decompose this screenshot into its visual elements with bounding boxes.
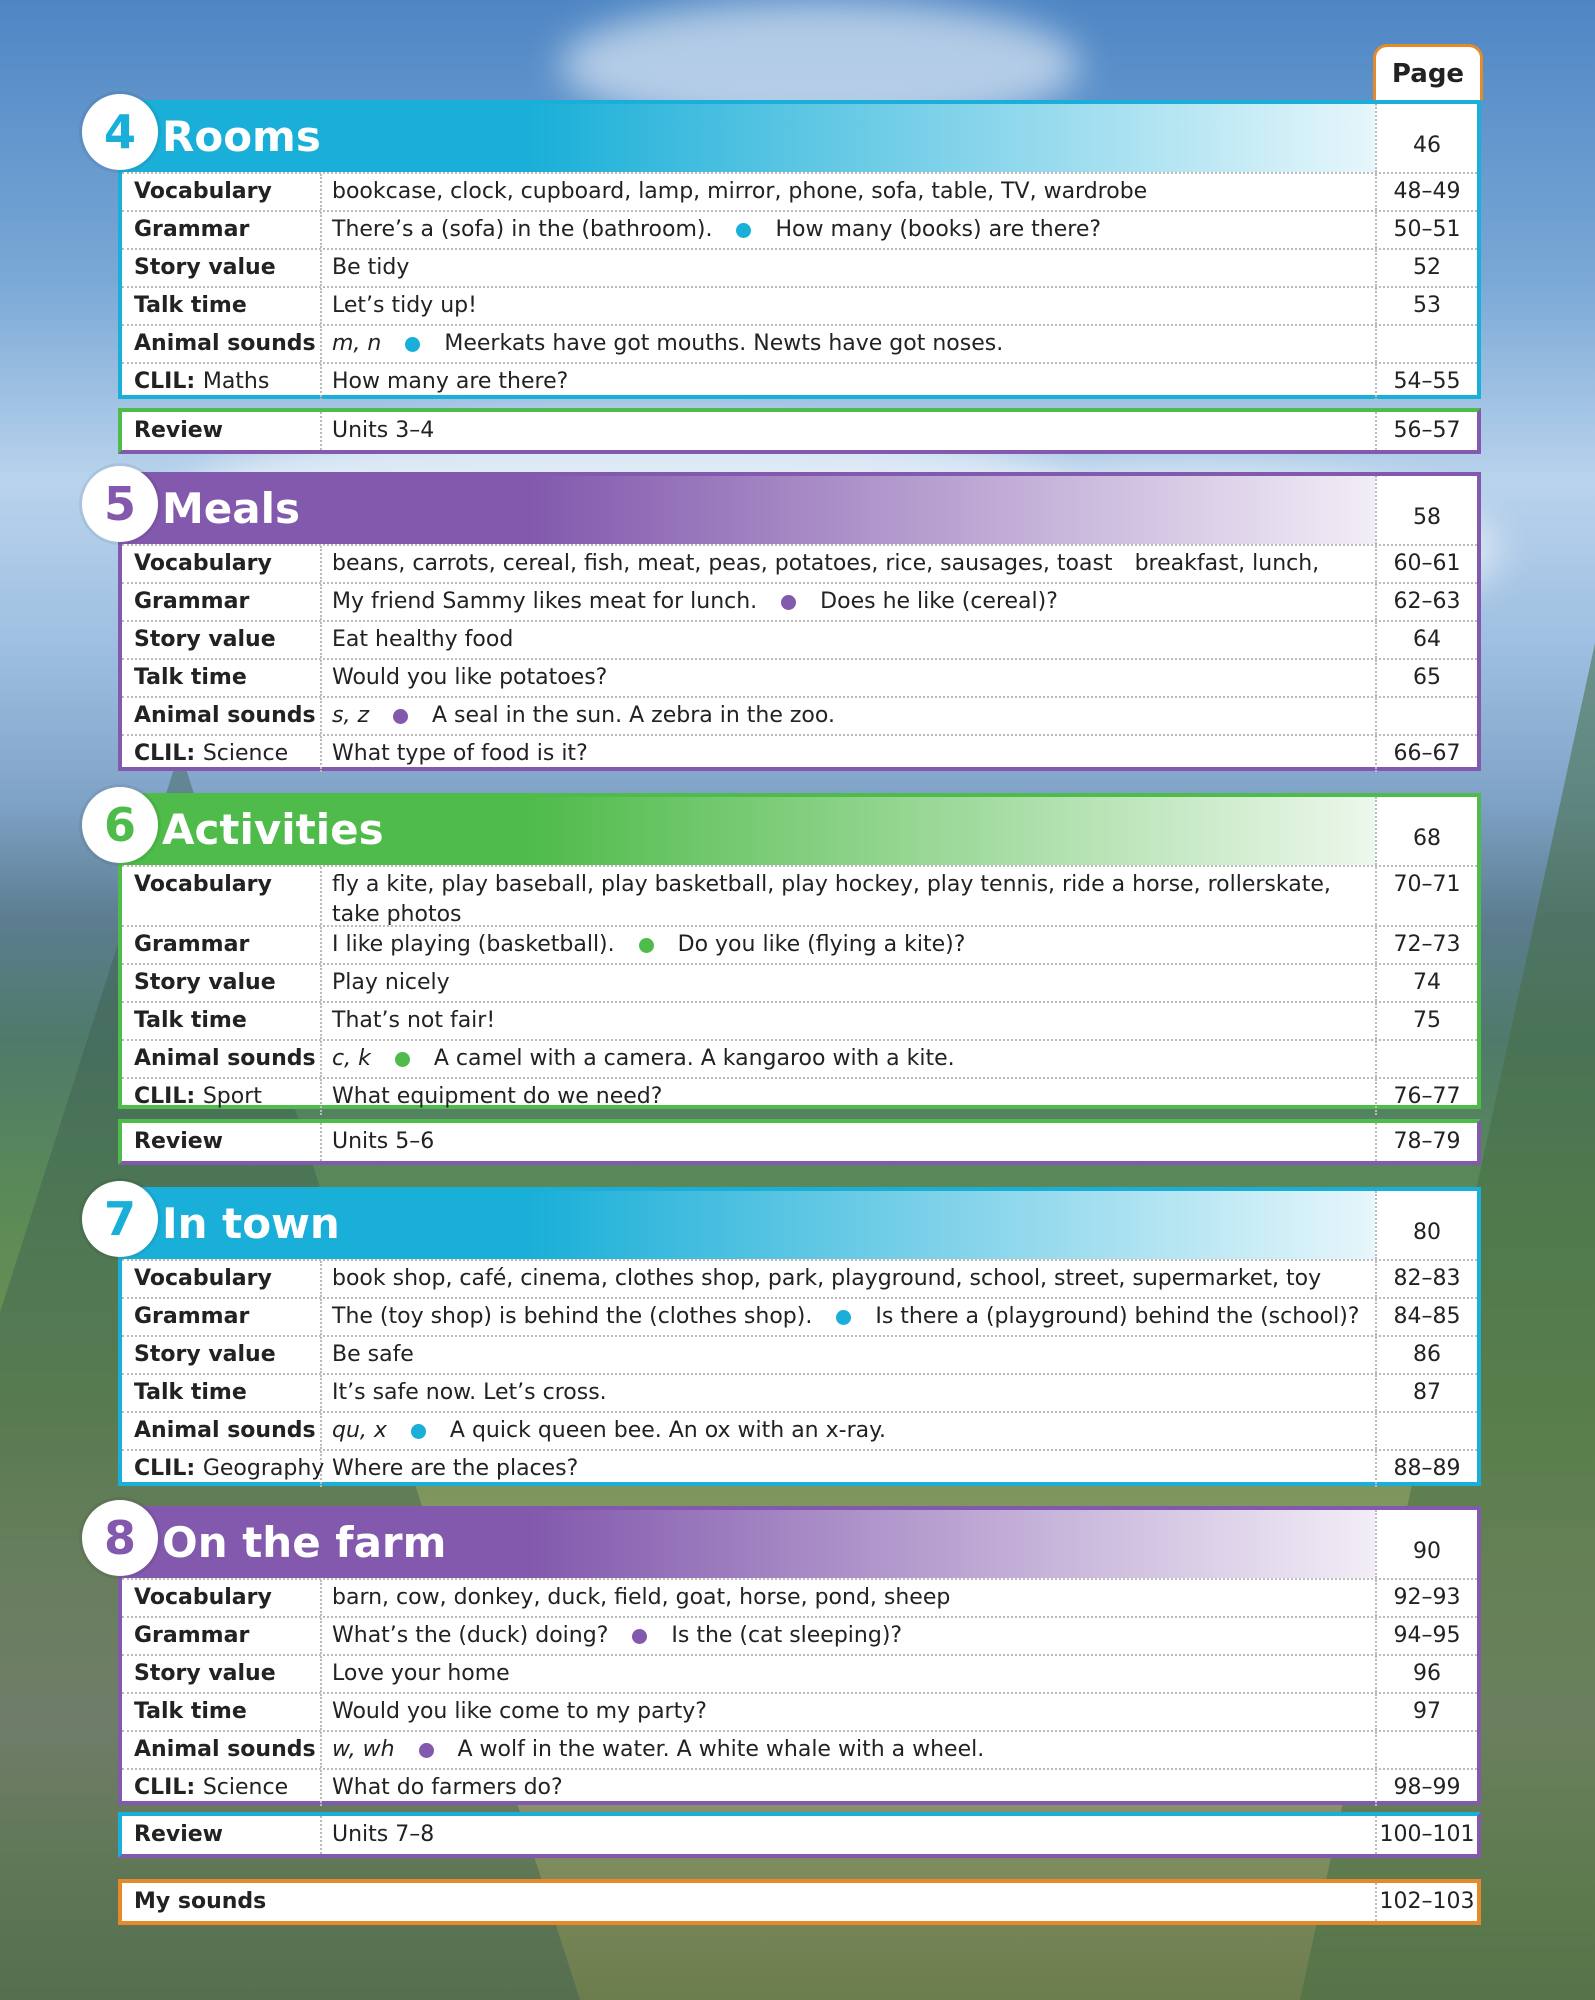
row-label: Talk time — [122, 660, 322, 696]
clil-subject: Maths — [202, 369, 270, 394]
bullet-dot — [639, 938, 654, 953]
row-label: Story value — [122, 1656, 322, 1692]
row-content: Would you like come to my party? — [332, 1699, 707, 1724]
unit-4-section — [103, 100, 1481, 399]
unit-8-section — [103, 1506, 1481, 1805]
bullet-dot — [419, 1743, 434, 1758]
row-content — [322, 927, 1375, 963]
unit-page: 58 — [1375, 476, 1477, 544]
bullet-dot — [405, 337, 420, 352]
row-label: Story value — [122, 1337, 322, 1373]
row-label — [122, 1079, 322, 1115]
row-page: 48–49 — [1375, 174, 1477, 210]
review-pages: 78–79 — [1375, 1123, 1477, 1161]
bullet-dot — [836, 1310, 851, 1325]
sounds-sentence: A seal in the sun. A zebra in the zoo. — [432, 703, 835, 728]
row-page: 92–93 — [1375, 1580, 1477, 1616]
unit-title: Rooms — [162, 112, 321, 161]
clil-subject: Sport — [202, 1084, 262, 1109]
row-label: Talk time — [122, 1375, 322, 1411]
row-content: How many are there? — [332, 369, 569, 394]
bullet-dot — [411, 1424, 426, 1439]
row-content: Would you like potatoes? — [332, 665, 608, 690]
story-value-row — [122, 1335, 1477, 1373]
clil-label: CLIL: — [134, 1775, 196, 1800]
row-label: Animal sounds — [122, 1041, 322, 1077]
vocabulary-row — [122, 1259, 1477, 1297]
review-row — [118, 1812, 1481, 1858]
row-page: 87 — [1375, 1375, 1477, 1411]
review-row — [118, 408, 1481, 454]
row-page: 97 — [1375, 1694, 1477, 1730]
sounds-sentence: Meerkats have got mouths. Newts have got noses. — [444, 331, 1004, 356]
bullet-dot — [736, 223, 751, 238]
unit-header — [103, 104, 1477, 172]
clil-row — [122, 362, 1477, 400]
row-content: barn, cow, donkey, duck, field, goat, horse, pond, sheep — [332, 1585, 951, 1610]
row-content — [322, 212, 1375, 248]
talk-time-row — [122, 1373, 1477, 1411]
row-label: Grammar — [122, 212, 322, 248]
row-page: 94–95 — [1375, 1618, 1477, 1654]
page-column-header: Page — [1373, 44, 1483, 100]
row-content — [322, 1732, 1375, 1768]
my-sounds-spacer — [320, 1883, 1375, 1921]
row-content: That’s not fair! — [332, 1008, 496, 1033]
unit-title: On the farm — [162, 1518, 447, 1567]
story-value-row — [122, 248, 1477, 286]
row-page — [1375, 1041, 1477, 1077]
row-page: 54–55 — [1375, 364, 1477, 400]
row-page: 62–63 — [1375, 584, 1477, 620]
unit-number: 4 — [82, 94, 158, 170]
row-page — [1375, 326, 1477, 362]
row-label: Story value — [122, 965, 322, 1001]
bullet-dot — [395, 1052, 410, 1067]
row-label: Animal sounds — [122, 326, 322, 362]
unit-page: 80 — [1375, 1191, 1477, 1259]
bullet-dot — [393, 709, 408, 724]
clil-label: CLIL: — [134, 1456, 196, 1481]
sounds-letters: c, k — [332, 1046, 371, 1071]
row-page — [1375, 1413, 1477, 1449]
row-label: Talk time — [122, 288, 322, 324]
unit-number: 8 — [82, 1500, 158, 1576]
clil-subject: Geography — [202, 1456, 325, 1481]
row-page: 72–73 — [1375, 927, 1477, 963]
unit-title: In town — [162, 1199, 340, 1248]
clil-label: CLIL: — [134, 741, 196, 766]
review-units: Units 3–4 — [332, 418, 435, 443]
row-page: 88–89 — [1375, 1451, 1477, 1487]
row-label: Grammar — [122, 1299, 322, 1335]
clil-subject: Science — [202, 1775, 289, 1800]
row-label: Animal sounds — [122, 698, 322, 734]
vocabulary-extra: breakfast, lunch, — [1134, 551, 1320, 576]
grammar-row — [122, 210, 1477, 248]
row-label: Animal sounds — [122, 1732, 322, 1768]
row-label: Grammar — [122, 584, 322, 620]
story-value-row — [122, 1654, 1477, 1692]
row-content: What equipment do we need? — [332, 1084, 663, 1109]
row-page: 50–51 — [1375, 212, 1477, 248]
row-content: What do farmers do? — [332, 1775, 563, 1800]
sounds-letters: w, wh — [332, 1737, 395, 1762]
sounds-sentence: A quick queen bee. An ox with an x-ray. — [449, 1418, 886, 1443]
row-content: Play nicely — [332, 970, 450, 995]
unit-page: 68 — [1375, 797, 1477, 865]
row-content: It’s safe now. Let’s cross. — [332, 1380, 607, 1405]
row-label: Vocabulary — [122, 174, 322, 210]
row-page: 60–61 — [1375, 546, 1477, 582]
row-content: Let’s tidy up! — [332, 293, 477, 318]
unit-header — [103, 476, 1477, 544]
sounds-sentence: A wolf in the water. A white whale with a wheel. — [457, 1737, 985, 1762]
story-value-row — [122, 620, 1477, 658]
row-content — [322, 584, 1375, 620]
row-content: Where are the places? — [332, 1456, 579, 1481]
grammar-part-2: How many (books) are there? — [775, 217, 1102, 242]
clil-label: CLIL: — [134, 1084, 196, 1109]
row-content — [322, 1618, 1375, 1654]
clil-label: CLIL: — [134, 369, 196, 394]
grammar-row — [122, 582, 1477, 620]
row-content — [322, 698, 1375, 734]
unit-header — [103, 797, 1477, 865]
row-label: Grammar — [122, 1618, 322, 1654]
row-label — [122, 1451, 325, 1487]
review-units: Units 5–6 — [332, 1129, 435, 1154]
row-label: Grammar — [122, 927, 322, 963]
my-sounds-label: My sounds — [134, 1889, 267, 1914]
grammar-part-2: Does he like (cereal)? — [820, 589, 1058, 614]
row-content — [322, 326, 1375, 362]
grammar-part-1: My friend Sammy likes meat for lunch. — [332, 589, 758, 614]
unit-7-section — [103, 1187, 1481, 1486]
row-label: Story value — [122, 622, 322, 658]
vocabulary-row — [122, 172, 1477, 210]
row-content — [322, 1413, 1375, 1449]
grammar-row — [122, 925, 1477, 963]
grammar-part-1: I like playing (basketball). — [332, 932, 615, 957]
clil-row — [122, 1077, 1477, 1115]
row-content: fly a kite, play baseball, play basketball, play hockey, play tennis, ride a horse, rollerskate, take photos — [332, 872, 1331, 925]
row-page: 76–77 — [1375, 1079, 1477, 1115]
row-label: Talk time — [122, 1003, 322, 1039]
review-label: Review — [122, 1816, 322, 1854]
unit-number: 7 — [82, 1181, 158, 1257]
animal-sounds-row — [122, 696, 1477, 734]
sounds-letters: m, n — [332, 331, 382, 356]
grammar-part-1: The (toy shop) is behind the (clothes shop). — [332, 1304, 813, 1329]
sounds-sentence: A camel with a camera. A kangaroo with a kite. — [433, 1046, 955, 1071]
row-page: 84–85 — [1375, 1299, 1477, 1335]
clil-subject: Science — [202, 741, 289, 766]
row-page: 64 — [1375, 622, 1477, 658]
vocabulary-words: beans, carrots, cereal, fish, meat, peas, potatoes, rice, sausages, toast — [332, 551, 1113, 576]
review-pages: 100–101 — [1375, 1816, 1477, 1854]
grammar-part-2: Is there a (playground) behind the (school)? — [875, 1304, 1360, 1329]
row-content — [322, 1299, 1375, 1335]
grammar-part-2: Is the (cat sleeping)? — [671, 1623, 903, 1648]
review-units: Units 7–8 — [332, 1822, 435, 1847]
row-label: Vocabulary — [122, 1580, 322, 1616]
row-page — [1375, 698, 1477, 734]
unit-6-section — [103, 793, 1481, 1109]
unit-number: 6 — [82, 787, 158, 863]
vocabulary-row — [122, 544, 1477, 582]
review-pages: 56–57 — [1375, 412, 1477, 450]
clil-row — [122, 734, 1477, 772]
clil-row — [122, 1768, 1477, 1806]
row-content: Love your home — [332, 1661, 510, 1686]
row-content — [322, 1041, 1375, 1077]
row-page: 52 — [1375, 250, 1477, 286]
row-label: Story value — [122, 250, 322, 286]
animal-sounds-row — [122, 1039, 1477, 1077]
unit-title: Meals — [162, 484, 301, 533]
review-row — [118, 1119, 1481, 1165]
bullet-dot — [632, 1629, 647, 1644]
unit-page: 46 — [1375, 104, 1477, 172]
my-sounds-pages: 102–103 — [1375, 1883, 1477, 1921]
unit-header — [103, 1510, 1477, 1578]
row-content: What type of food is it? — [332, 741, 588, 766]
row-label — [122, 1770, 322, 1806]
talk-time-row — [122, 1692, 1477, 1730]
row-label: Vocabulary — [122, 1261, 322, 1297]
sounds-letters: qu, x — [332, 1418, 387, 1443]
row-page: 86 — [1375, 1337, 1477, 1373]
row-label: Animal sounds — [122, 1413, 322, 1449]
clil-row — [122, 1449, 1477, 1487]
row-label — [122, 364, 322, 400]
animal-sounds-row — [122, 324, 1477, 362]
grammar-row — [122, 1297, 1477, 1335]
grammar-part-1: There’s a (sofa) in the (bathroom). — [332, 217, 713, 242]
row-content: book shop, café, cinema, clothes shop, park, playground, school, street, supermarket, toy — [332, 1266, 1322, 1291]
vocabulary-row — [122, 865, 1477, 925]
row-content: Be tidy — [332, 255, 410, 280]
row-content: Be safe — [332, 1342, 414, 1367]
story-value-row — [122, 963, 1477, 1001]
row-page: 66–67 — [1375, 736, 1477, 772]
vocabulary-row — [122, 1578, 1477, 1616]
unit-5-section — [103, 472, 1481, 771]
row-page: 74 — [1375, 965, 1477, 1001]
row-page: 82–83 — [1375, 1261, 1477, 1297]
review-label: Review — [122, 1123, 322, 1161]
row-page: 96 — [1375, 1656, 1477, 1692]
row-label: Vocabulary — [122, 867, 322, 925]
row-content: Eat healthy food — [332, 627, 514, 652]
grammar-row — [122, 1616, 1477, 1654]
animal-sounds-row — [122, 1411, 1477, 1449]
row-page: 53 — [1375, 288, 1477, 324]
bullet-dot — [781, 595, 796, 610]
row-page: 70–71 — [1375, 867, 1477, 925]
grammar-part-1: What’s the (duck) doing? — [332, 1623, 609, 1648]
row-label: Vocabulary — [122, 546, 322, 582]
talk-time-row — [122, 286, 1477, 324]
row-content — [322, 546, 1375, 582]
talk-time-row — [122, 658, 1477, 696]
row-label: Talk time — [122, 1694, 322, 1730]
row-page: 65 — [1375, 660, 1477, 696]
row-page — [1375, 1732, 1477, 1768]
row-page: 75 — [1375, 1003, 1477, 1039]
sounds-letters: s, z — [332, 703, 369, 728]
row-label — [122, 736, 322, 772]
row-page: 98–99 — [1375, 1770, 1477, 1806]
unit-title: Activities — [162, 805, 384, 854]
review-label: Review — [122, 412, 322, 450]
unit-page: 90 — [1375, 1510, 1477, 1578]
grammar-part-2: Do you like (flying a kite)? — [677, 932, 966, 957]
row-content: bookcase, clock, cupboard, lamp, mirror, phone, sofa, table, TV, wardrobe — [332, 179, 1148, 204]
unit-number: 5 — [82, 466, 158, 542]
my-sounds-row — [118, 1879, 1481, 1925]
talk-time-row — [122, 1001, 1477, 1039]
animal-sounds-row — [122, 1730, 1477, 1768]
unit-header — [103, 1191, 1477, 1259]
